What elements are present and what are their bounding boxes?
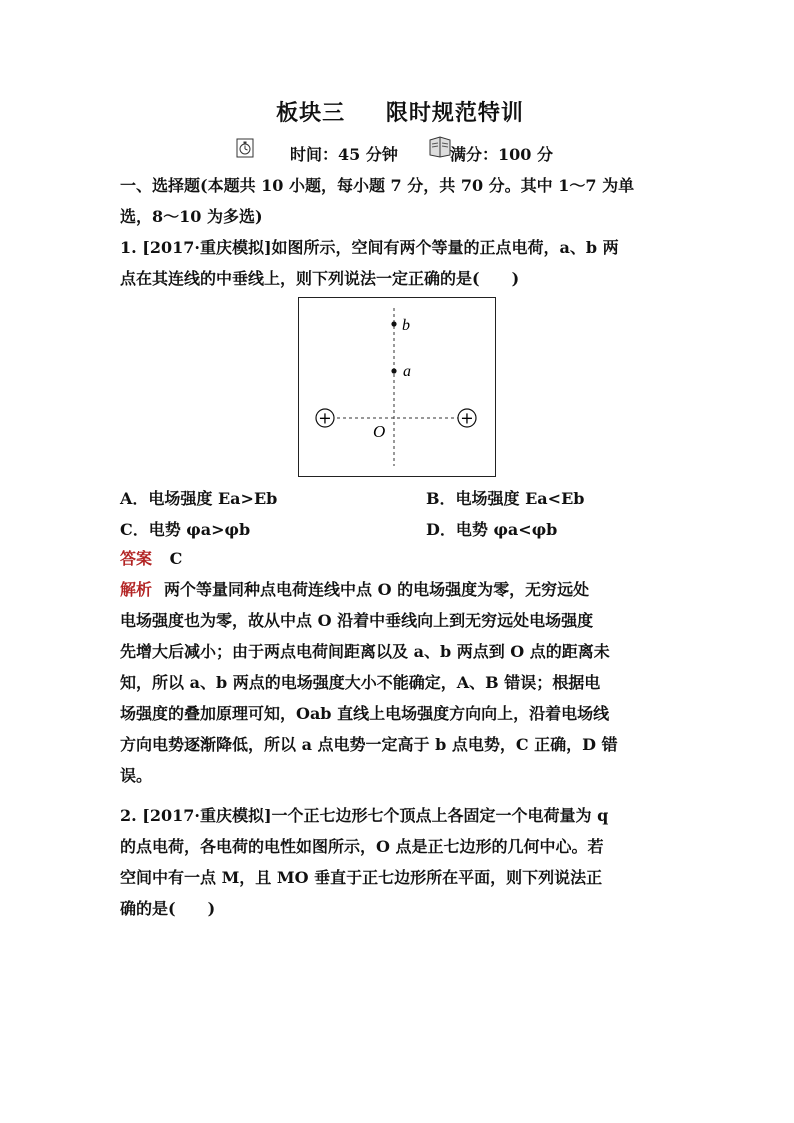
option-d[interactable]: D．电势 φa<φb	[426, 520, 558, 539]
analysis-line-5: 场强度的叠加原理可知，Oab 直线上电场强度方向向上，沿着电场线	[120, 704, 610, 723]
option-c[interactable]: C．电势 φa>φb	[120, 520, 251, 539]
q1-line-2: 点在其连线的中垂线上，则下列说法一定正确的是( )	[120, 269, 520, 288]
question-2-stem	[120, 800, 680, 924]
time-limit: 时间：45 分钟	[290, 145, 398, 164]
q1-figure	[298, 297, 496, 477]
q2-line-3: 空间中有一点 M，且 MO 垂直于正七边形所在平面，则下列说法正	[120, 868, 603, 887]
label-o: O	[373, 422, 386, 441]
page-title	[120, 96, 680, 127]
right-plus-sign: +	[460, 408, 474, 428]
q1-options-row-1	[120, 486, 680, 518]
analysis-line-7: 误。	[120, 766, 153, 785]
section-line-1: 一、选择题(本题共 10 小题，每小题 7 分，共 70 分。其中 1～7 为单	[120, 176, 635, 195]
q1-analysis	[120, 574, 680, 791]
left-plus-sign: +	[318, 408, 332, 428]
q1-line-1: 1. [2017·重庆模拟]如图所示，空间有两个等量的正点电荷，a、b 两	[120, 238, 619, 257]
charge-diagram	[299, 298, 495, 476]
analysis-line-2: 电场强度也为零，故从中点 O 沿着中垂线向上到无穷远处电场强度	[120, 611, 594, 630]
q2-line-2: 的点电荷，各电荷的电性如图所示，O 点是正七边形的几何中心。若	[120, 837, 604, 856]
point-b	[391, 321, 396, 326]
title-section: 板块三	[276, 100, 346, 126]
label-a: a	[403, 363, 411, 380]
stopwatch-icon	[236, 138, 254, 158]
analysis-label: 解析	[120, 580, 153, 599]
answer-value: C	[169, 549, 183, 568]
analysis-line-4: 知，所以 a、b 两点的电场强度大小不能确定，A、B 错误；根据电	[120, 673, 601, 692]
q2-line-4: 确的是( )	[120, 899, 216, 918]
section-line-2: 选，8～10 为多选)	[120, 207, 263, 226]
analysis-line-6: 方向电势逐渐降低，所以 a 点电势一定高于 b 点电势，C 正确，D 错	[120, 735, 618, 754]
analysis-line-1: 两个等量同种点电荷连线中点 O 的电场强度为零，无穷远处	[164, 580, 590, 599]
analysis-line-3: 先增大后减小；由于两点电荷间距离以及 a、b 两点到 O 点的距离未	[120, 642, 610, 661]
exam-meta	[120, 136, 680, 166]
q1-answer	[120, 546, 182, 569]
label-b: b	[402, 317, 410, 334]
option-a[interactable]: A．电场强度 Ea>Eb	[120, 489, 278, 508]
q2-line-1: 2. [2017·重庆模拟]一个正七边形七个顶点上各固定一个电荷量为 q	[120, 806, 609, 825]
option-b[interactable]: B．电场强度 Ea<Eb	[426, 489, 585, 508]
point-a	[391, 368, 396, 373]
full-score: 满分：100 分	[450, 145, 553, 164]
answer-label: 答案	[120, 549, 153, 568]
q1-options-row-2	[120, 517, 680, 549]
score-book-icon	[428, 136, 452, 158]
section-heading	[120, 170, 680, 232]
question-1-stem	[120, 232, 680, 294]
title-name: 限时规范特训	[385, 100, 524, 126]
